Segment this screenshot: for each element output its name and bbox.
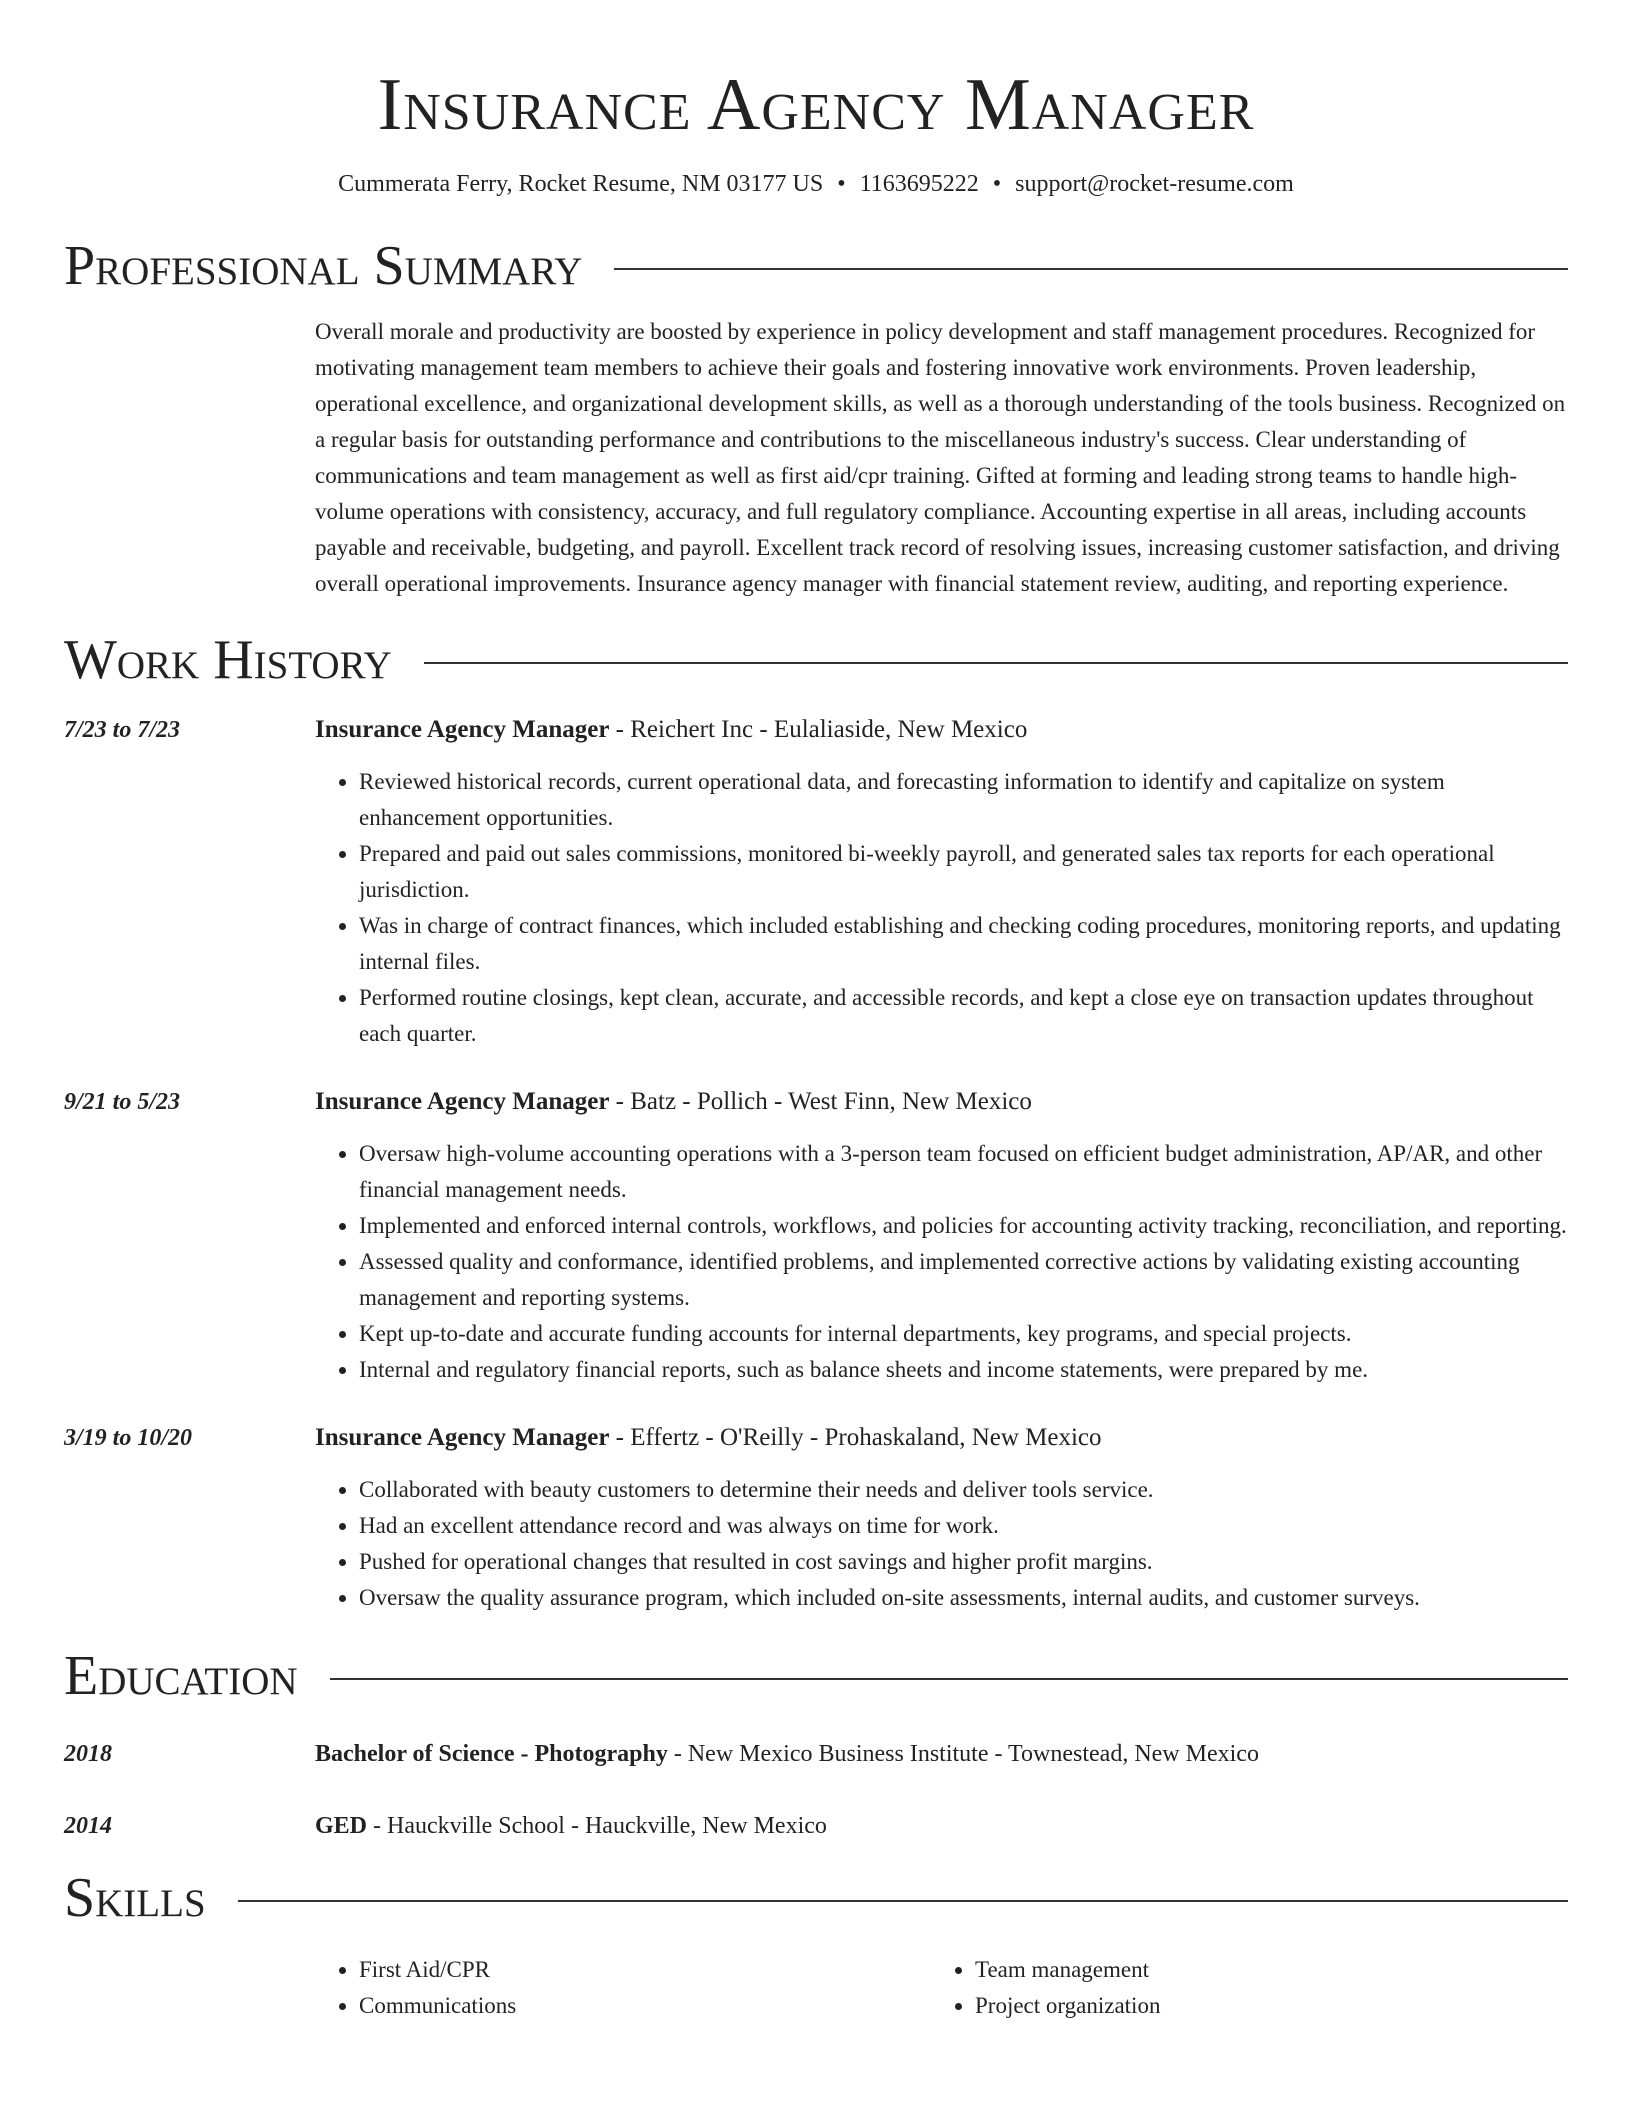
section-divider — [238, 1900, 1568, 1902]
job-entry — [64, 712, 1568, 1052]
job-list — [64, 712, 1568, 1616]
job-entry — [64, 1084, 1568, 1388]
work-heading: Work History — [64, 629, 392, 691]
job-entry — [64, 1420, 1568, 1616]
job-bullet: • Performed routine closings, kept clean, accurate, and accessible records, and kept a close eye on transaction updates throughout each quarter. — [359, 980, 1568, 1052]
resume-page — [64, 0, 1568, 2024]
skills-column-left — [315, 1952, 931, 2024]
education-details: - New Mexico Business Institute - Townestead, New Mexico — [667, 1741, 1259, 1767]
job-dates: 3/19 to 10/20 — [64, 1425, 193, 1451]
section-divider — [330, 1678, 1568, 1680]
summary-text: Overall morale and productivity are boosted by experience in policy development and staff management procedures. Recognized for motivating management team members to achieve their goals and fostering innovative work environments. Proven leadership, operational excellence, and organizational development skills, as well as a thorough understanding of the tools business. Recognized on a regular basis for outstanding performance and contributions to the miscellaneous industry's success. Clear understanding of communications and team management as well as first aid/cpr training. Gifted at forming and leading strong teams to handle high-volume operations with consistency, accuracy, and full regulatory compliance. Accounting expertise in all areas, including accounts payable and receivable, budgeting, and payroll. Excellent track record of resolving issues, increasing customer satisfaction, and driving overall operational improvements. Insurance agency manager with financial statement review, auditing, and reporting experience. — [315, 319, 1566, 596]
job-bullet: • Oversaw the quality assurance program, which included on-site assessments, internal audits, and customer surveys. — [359, 1580, 1568, 1616]
education-year: 2014 — [64, 1813, 112, 1839]
job-title: Insurance Agency Manager — [315, 716, 610, 743]
job-bullet: • Internal and regulatory financial reports, such as balance sheets and income statements, were prepared by me. — [359, 1352, 1568, 1388]
job-bullet: • Reviewed historical records, current operational data, and forecasting information to identify and capitalize on system enhancement opportunities. — [359, 764, 1568, 836]
summary-row — [64, 314, 1568, 602]
job-bullet: • Assessed quality and conformance, identified problems, and implemented corrective actions by validating existing accounting management and reporting systems. — [359, 1244, 1568, 1316]
job-details: - Batz - Pollich - West Finn, New Mexico — [609, 1088, 1032, 1115]
work-section-header — [64, 628, 1568, 692]
contact-email: support@rocket-resume.com — [1015, 171, 1294, 197]
skills-column-right — [931, 1952, 1547, 2024]
skills-heading: Skills — [64, 1867, 206, 1929]
skill-item: • First Aid/CPR — [359, 1952, 931, 1988]
section-divider — [424, 662, 1568, 664]
education-degree: GED — [315, 1813, 368, 1839]
job-dates: 7/23 to 7/23 — [64, 717, 181, 743]
job-header — [315, 1084, 1568, 1120]
job-bullets — [315, 1472, 1568, 1616]
education-entry — [64, 1808, 1568, 1844]
skills-section-header — [64, 1866, 1568, 1930]
education-entry — [64, 1736, 1568, 1772]
education-section-header — [64, 1644, 1568, 1708]
summary-section-header — [64, 234, 1568, 298]
job-bullets — [315, 1136, 1568, 1388]
contact-separator: • — [837, 171, 846, 197]
job-header — [315, 712, 1568, 748]
job-bullets — [315, 764, 1568, 1052]
job-title: Insurance Agency Manager — [315, 1088, 610, 1115]
skills-row — [64, 1952, 1568, 2024]
education-list — [64, 1736, 1568, 1844]
skill-item: • Communications — [359, 1988, 931, 2024]
summary-heading: Professional Summary — [64, 235, 583, 297]
job-dates: 9/21 to 5/23 — [64, 1089, 181, 1115]
job-bullet: • Prepared and paid out sales commissions, monitored bi-weekly payroll, and generated sales tax reports for each operational jurisdiction. — [359, 836, 1568, 908]
job-bullet: • Implemented and enforced internal controls, workflows, and policies for accounting activity tracking, reconciliation, and reporting. — [359, 1208, 1568, 1244]
job-details: - Effertz - O'Reilly - Prohaskaland, New Mexico — [609, 1424, 1102, 1451]
education-heading: Education — [64, 1645, 298, 1707]
education-year: 2018 — [64, 1741, 112, 1767]
job-bullet: • Had an excellent attendance record and was always on time for work. — [359, 1508, 1568, 1544]
job-bullet: • Pushed for operational changes that resulted in cost savings and higher profit margins. — [359, 1544, 1568, 1580]
job-title: Insurance Agency Manager — [315, 1424, 610, 1451]
job-bullet: • Kept up-to-date and accurate funding accounts for internal departments, key programs, and special projects. — [359, 1316, 1568, 1352]
contact-separator: • — [992, 171, 1002, 197]
contact-line — [64, 168, 1568, 200]
job-bullet: • Was in charge of contract finances, which included establishing and checking coding procedures, monitoring reports, and updating internal files. — [359, 908, 1568, 980]
job-details: - Reichert Inc - Eulaliaside, New Mexico — [609, 716, 1028, 743]
education-degree: Bachelor of Science - Photography — [315, 1741, 668, 1767]
skill-item: • Project organization — [975, 1988, 1547, 2024]
job-header — [315, 1420, 1568, 1456]
education-details: - Hauckville School - Hauckville, New Mexico — [367, 1813, 827, 1839]
section-divider — [614, 268, 1568, 270]
contact-address: Cummerata Ferry, Rocket Resume, NM 03177 US — [338, 171, 824, 197]
contact-phone: 1163695222 — [859, 171, 979, 197]
job-bullet: • Collaborated with beauty customers to determine their needs and deliver tools service. — [359, 1472, 1568, 1508]
job-bullet: • Oversaw high-volume accounting operations with a 3-person team focused on efficient budget administration, AP/AR, and other financial management needs. — [359, 1136, 1568, 1208]
resume-title: Insurance Agency Manager — [377, 64, 1255, 146]
skill-item: • Team management — [975, 1952, 1547, 1988]
